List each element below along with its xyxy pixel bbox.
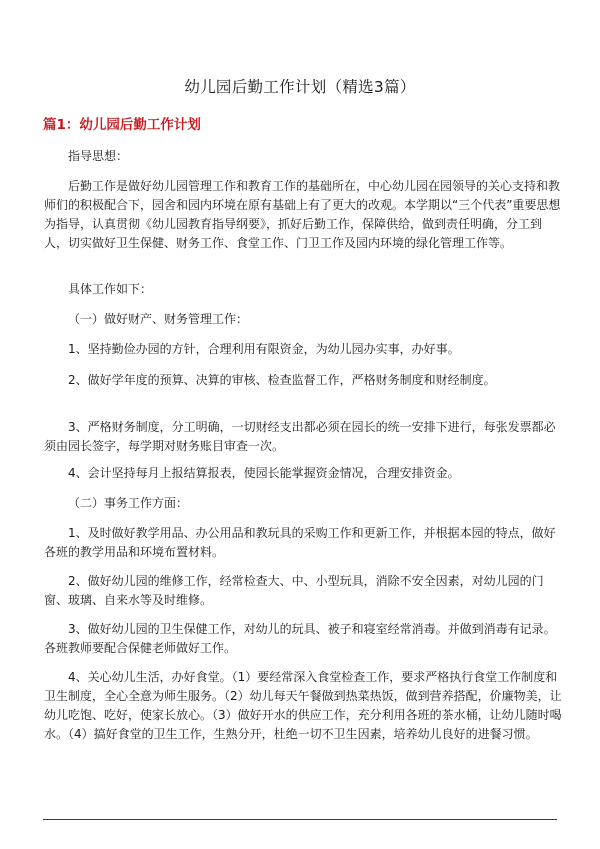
paragraph: 3、严格财务制度，分工明确，一切财经支出都必须在园长的统一安排下进行，每张发票都必须由园长签字，每学期对财务账目审查一次。: [44, 420, 556, 453]
paragraph: 1、及时做好教学用品、办公用品和教玩具的采购工作和更新工作，并根据本园的特点，做好各班的教学用品和环境布置材料。: [44, 526, 556, 559]
paragraph: 3、做好幼儿园的卫生保健工作，对幼儿的玩具、被子和寝室经常消毒。并做到消毒有记录。各班教师要配合保健老师做好工作。: [44, 622, 556, 655]
paragraph: 4、关心幼儿生活，办好食堂。（1）要经常深入食堂检查工作，要求严格执行食堂工作制度和卫生制度，全心全意为师生服务。（2）幼儿每天午餐做到热菜热饭，做到营养搭配，价廉物美，让幼儿吃饱、吃好，使家长放心。（3）做好开水的供应工作，充分利用各班的茶水桶，让幼儿随时喝水。（4）搞好食堂的卫生工作，生熟分开，杜绝一切不卫生因素，培养幼儿良好的进餐习惯。: [44, 670, 562, 741]
paragraph: 4、会计坚持每月上报结算报表，使园长能掌握资金情况，合理安排资金。: [68, 466, 460, 480]
paragraph: （二）事务工作方面：: [68, 496, 189, 510]
paragraph: 指导思想：: [68, 149, 129, 163]
section-heading: 篇1：幼儿园后勤工作计划: [43, 117, 201, 133]
paragraph: 后勤工作是做好幼儿园管理工作和教育工作的基础所在，中心幼儿园在园领导的关心支持和教师们的积极配合下，园舍和园内环境在原有基础上有了更大的改观。本学期以“三个代表”重要思想为指导，认真贯彻《幼儿园教育指导纲要》，抓好后勤工作，保障供给，做到责任明确，分工到人，切实做好卫生保健、财务工作、食堂工作、门卫工作及园内环境的绿化管理工作等。: [44, 179, 561, 250]
paragraph: （一）做好财产、财务管理工作：: [68, 312, 249, 326]
document-title: 幼儿园后勤工作计划（精选3篇）: [184, 78, 416, 96]
paragraph: 2、做好幼儿园的维修工作，经常检查大、中、小型玩具，消除不安全因素，对幼儿园的门窗、玻璃、自来水等及时维修。: [44, 574, 544, 607]
paragraph: 2、做好学年度的预算、决算的审核、检查监督工作，严格财务制度和财经制度。: [68, 373, 496, 387]
footer-divider: [43, 819, 557, 820]
paragraph: 1、坚持勤俭办园的方针，合理利用有限资金，为幼儿园办实事，办好事。: [68, 342, 460, 356]
paragraph: 具体工作如下：: [68, 282, 153, 296]
